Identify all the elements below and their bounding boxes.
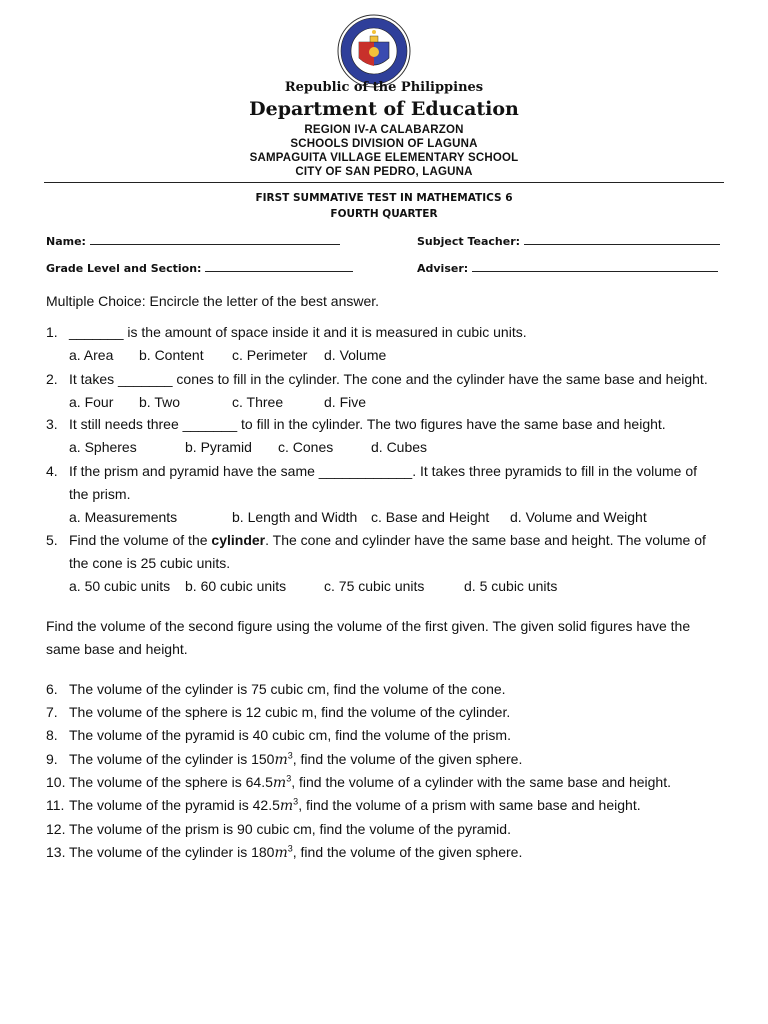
option-a[interactable]: a. 50 cubic units: [69, 578, 171, 594]
item-text: The volume of the pyramid is $42.5m^3$, find the volume of a prism with same base and height.: [69, 796, 641, 814]
option-c[interactable]: c. Perimeter: [232, 347, 308, 363]
mc-instruction: Multiple Choice: Encircle the letter of the best answer.: [46, 293, 380, 309]
item-number: 6.: [46, 681, 58, 697]
option-b[interactable]: b. Pyramid: [185, 439, 252, 455]
name-field[interactable]: [46, 233, 340, 248]
teacher-field[interactable]: [417, 233, 720, 248]
option-a[interactable]: a. Four: [69, 394, 114, 410]
option-c[interactable]: c. 75 cubic units: [324, 578, 425, 594]
question-text: If the prism and pyramid have the same ____________. It takes three pyramids to fill in the volume of: [69, 463, 698, 479]
option-b[interactable]: b. 60 cubic units: [185, 578, 287, 594]
question-number: 2.: [46, 371, 58, 387]
name-blank[interactable]: [90, 233, 340, 245]
question-text-cont: the prism.: [69, 486, 131, 502]
option-c[interactable]: c. Base and Height: [371, 509, 490, 525]
name-label: Name:: [46, 235, 86, 248]
item-text: The volume of the cylinder is 75 cubic cm, find the volume of the cone.: [69, 681, 506, 697]
option-b[interactable]: b. Two: [139, 394, 180, 410]
grade-blank[interactable]: [205, 260, 353, 272]
question-number: 3.: [46, 416, 58, 432]
question-text: It takes _______ cones to fill in the cylinder. The cone and the cylinder have the same base and height.: [69, 371, 708, 387]
option-d[interactable]: d. Volume: [324, 347, 387, 363]
question-text: _______ is the amount of space inside it and it is measured in cubic units.: [69, 324, 527, 340]
option-d[interactable]: d. Cubes: [371, 439, 428, 455]
header-divider: [44, 182, 724, 183]
deped-seal-logo: [337, 14, 411, 88]
division-heading: SCHOOLS DIVISION OF LAGUNA: [290, 138, 478, 150]
item-number: 11.: [46, 797, 65, 813]
republic-heading: Republic of the Philippines: [284, 80, 484, 95]
grade-field[interactable]: [46, 260, 353, 275]
option-a[interactable]: a. Area: [69, 347, 114, 363]
grade-label: Grade Level and Section:: [46, 262, 202, 275]
option-b[interactable]: b. Length and Width: [232, 509, 358, 525]
question-text-cont: the cone is 25 cubic units.: [69, 555, 231, 571]
question-text: Find the volume of the cylinder. The cone and cylinder have the same base and height. The volume of: [69, 532, 706, 548]
part2-instruction-cont: same base and height.: [46, 641, 188, 657]
option-d[interactable]: d. 5 cubic units: [464, 578, 558, 594]
question-text: It still needs three _______ to fill in the cylinder. The two figures have the same base and height.: [69, 416, 666, 432]
item-text: The volume of the cylinder is $150m^3$, find the volume of the given sphere.: [69, 750, 523, 768]
bold-keyword: cylinder: [211, 532, 266, 548]
teacher-label: Subject Teacher:: [417, 235, 521, 248]
region-heading: REGION IV-A CALABARZON: [304, 124, 464, 136]
item-number: 12.: [46, 821, 66, 837]
question-number: 1.: [46, 324, 58, 340]
part2-instruction: Find the volume of the second figure using the volume of the first given. The given solid figures have the: [46, 618, 691, 634]
item-number: 13.: [46, 844, 66, 860]
item-text: The volume of the prism is 90 cubic cm, find the volume of the pyramid.: [69, 821, 511, 837]
adviser-label: Adviser:: [417, 262, 469, 275]
item-text: The volume of the pyramid is 40 cubic cm, find the volume of the prism.: [69, 727, 511, 743]
city-heading: CITY OF SAN PEDRO, LAGUNA: [295, 166, 473, 178]
option-a[interactable]: a. Spheres: [69, 439, 137, 455]
item-text: The volume of the cylinder is $180m^3$, find the volume of the given sphere.: [69, 843, 523, 861]
option-a[interactable]: a. Measurements: [69, 509, 178, 525]
question-number: 4.: [46, 463, 58, 479]
option-d[interactable]: d. Five: [324, 394, 367, 410]
item-text: The volume of the sphere is 12 cubic m, find the volume of the cylinder.: [69, 704, 511, 720]
item-number: 7.: [46, 704, 58, 720]
item-number: 10.: [46, 774, 66, 790]
adviser-blank[interactable]: [472, 260, 718, 272]
option-d[interactable]: d. Volume and Weight: [510, 509, 647, 525]
test-quarter: FOURTH QUARTER: [330, 208, 438, 220]
adviser-field[interactable]: [417, 260, 718, 275]
item-number: 8.: [46, 727, 58, 743]
test-title: FIRST SUMMATIVE TEST IN MATHEMATICS 6: [255, 192, 513, 204]
question-number: 5.: [46, 532, 58, 548]
option-c[interactable]: c. Three: [232, 394, 284, 410]
item-number: 9.: [46, 751, 58, 767]
school-heading: SAMPAGUITA VILLAGE ELEMENTARY SCHOOL: [249, 152, 519, 164]
teacher-blank[interactable]: [524, 233, 720, 245]
option-c[interactable]: c. Cones: [278, 439, 334, 455]
item-text: The volume of the sphere is $64.5m^3$, find the volume of a cylinder with the same base and height.: [69, 773, 671, 791]
department-heading: Department of Education: [249, 98, 519, 120]
option-b[interactable]: b. Content: [139, 347, 204, 363]
